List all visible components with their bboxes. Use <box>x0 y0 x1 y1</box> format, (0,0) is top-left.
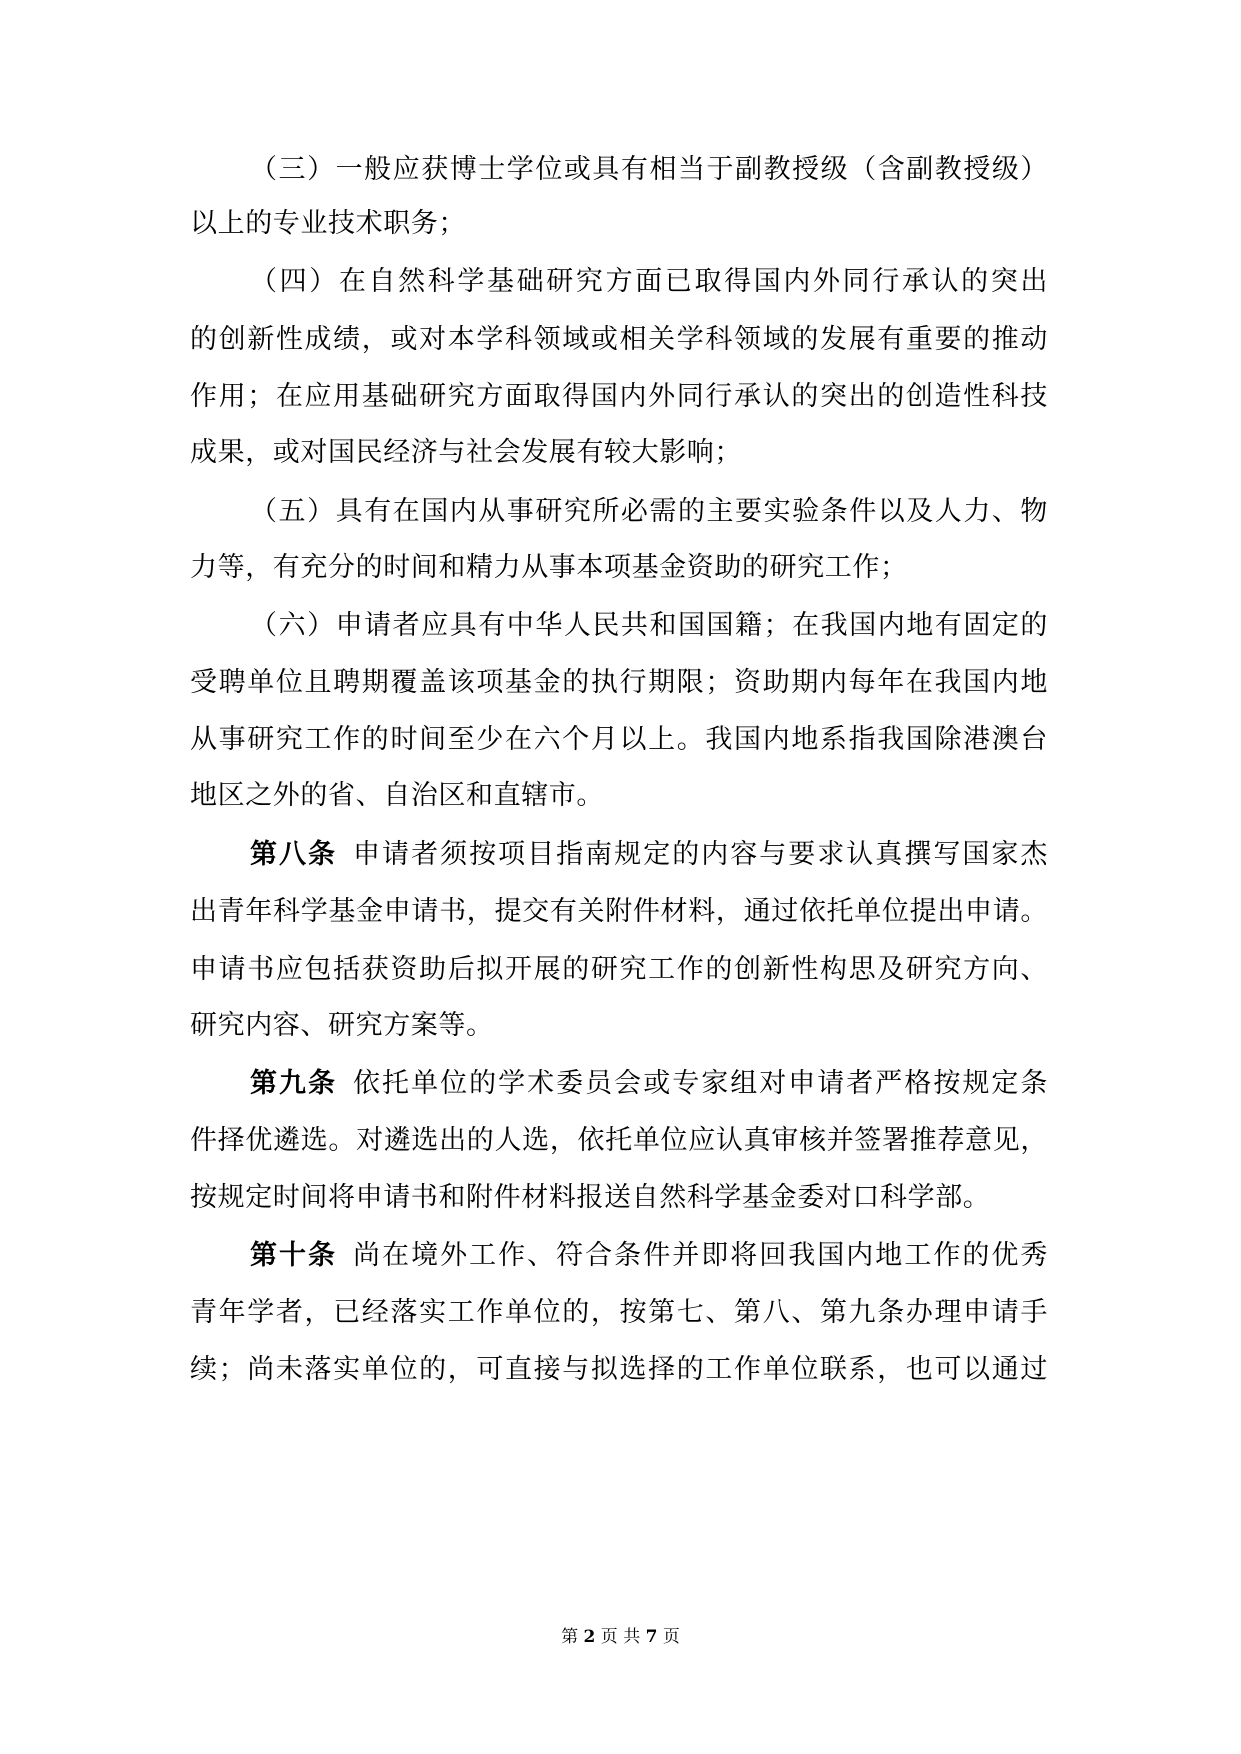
footer-prefix: 第 <box>561 1627 579 1647</box>
paragraph-text: 尚在境外工作、符合条件并即将回我国内地工作的优秀 <box>353 1240 1048 1271</box>
article-label: 第九条 <box>250 1068 338 1099</box>
paragraph-line: 作用；在应用基础研究方面取得国内外同行承认的突出的创造性科技 <box>190 381 1048 412</box>
paragraph-line: 从事研究工作的时间至少在六个月以上。我国内地系指我国除港澳台 <box>190 724 1048 755</box>
article-10-first-line <box>250 1236 1048 1276</box>
footer-middle: 页 共 <box>600 1627 641 1647</box>
paragraph-line: 件择优遴选。对遴选出的人选，依托单位应认真审核并签署推荐意见， <box>190 1125 1048 1156</box>
article-label: 第八条 <box>250 839 338 870</box>
paragraph-line: 的创新性成绩，或对本学科领域或相关学科领域的发展有重要的推动 <box>190 324 1048 355</box>
paragraph-line: 力等，有充分的时间和精力从事本项基金资助的研究工作； <box>190 552 908 583</box>
total-page-count: 7 <box>645 1627 658 1647</box>
paragraph-text: 申请者须按项目指南规定的内容与要求认真撰写国家杰 <box>353 839 1048 870</box>
current-page-number: 2 <box>583 1627 596 1647</box>
paragraph-line: （三）一般应获博士学位或具有相当于副教授级（含副教授级） <box>250 154 1048 185</box>
paragraph-line: 申请书应包括获资助后拟开展的研究工作的创新性构思及研究方向、 <box>190 954 1048 985</box>
paragraph-line: 青年学者，已经落实工作单位的，按第七、第八、第九条办理申请手 <box>190 1297 1048 1328</box>
article-9-first-line <box>250 1064 1048 1104</box>
paragraph-line: 按规定时间将申请书和附件材料报送自然科学基金委对口科学部。 <box>190 1182 991 1213</box>
paragraph-line: （五）具有在国内从事研究所必需的主要实验条件以及人力、物 <box>250 496 1048 527</box>
paragraph-line: 成果，或对国民经济与社会发展有较大影响； <box>190 437 742 468</box>
footer-suffix: 页 <box>662 1627 680 1647</box>
paragraph-line: 地区之外的省、自治区和直辖市。 <box>190 780 604 811</box>
paragraph-line: 续；尚未落实单位的，可直接与拟选择的工作单位联系，也可以通过 <box>190 1354 1048 1385</box>
paragraph-line: 研究内容、研究方案等。 <box>190 1010 494 1041</box>
article-8-first-line <box>250 835 1048 875</box>
paragraph-text: 依托单位的学术委员会或专家组对申请者严格按规定条 <box>353 1068 1048 1099</box>
article-label: 第十条 <box>250 1240 338 1271</box>
paragraph-line: 出青年科学基金申请书，提交有关附件材料，通过依托单位提出申请。 <box>190 896 1048 927</box>
paragraph-line: 以上的专业技术职务； <box>190 208 466 239</box>
paragraph-line: （四）在自然科学基础研究方面已取得国内外同行承认的突出 <box>250 266 1048 297</box>
page-footer <box>0 1625 1241 1649</box>
paragraph-line: 受聘单位且聘期覆盖该项基金的执行期限；资助期内每年在我国内地 <box>190 667 1048 698</box>
paragraph-line: （六）申请者应具有中华人民共和国国籍；在我国内地有固定的 <box>250 610 1048 641</box>
